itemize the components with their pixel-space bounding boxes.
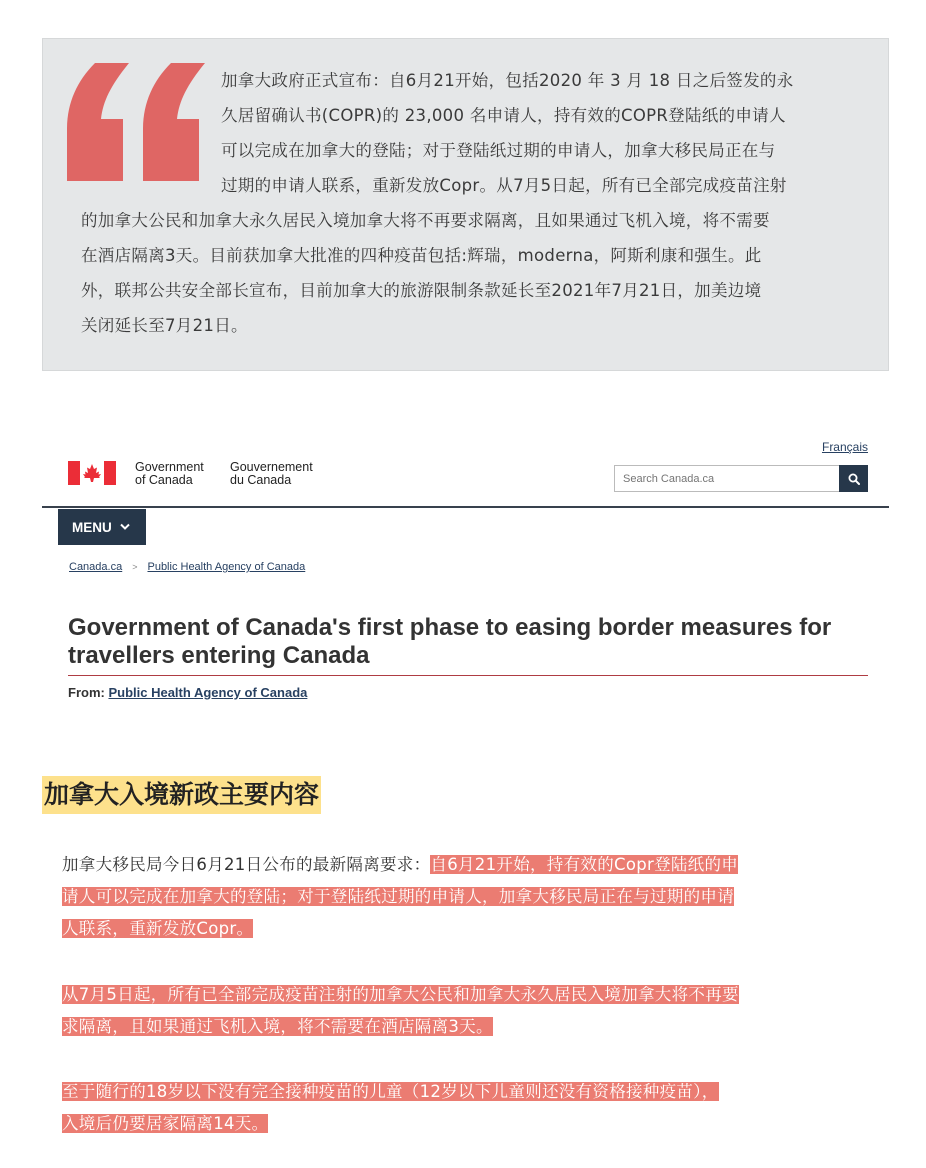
breadcrumb-separator-icon: >	[132, 562, 138, 572]
quote-line: 的加拿大公民和加拿大永久居民入境加拿大将不再要求隔离，且如果通过飞机入境，将不需要	[81, 211, 770, 230]
quote-line: 外，联邦公共安全部长宣布，目前加拿大的旅游限制条款延长至2021年7月21日，加美边境	[81, 281, 762, 300]
page-title-line: travellers entering Canada	[68, 642, 370, 669]
wordmark-line: Gouvernement	[230, 460, 313, 474]
from-link[interactable]: Public Health Agency of Canada	[108, 685, 308, 700]
quote-box	[42, 38, 889, 371]
wordmark-english	[135, 461, 204, 487]
wordmark-line: du Canada	[230, 473, 292, 487]
canada-flag-icon	[68, 461, 116, 485]
highlighted-text: 请人可以完成在加拿大的登陆；对于登陆纸过期的申请人，加拿大移民局正在与过期的申请	[62, 887, 734, 906]
page-title	[68, 614, 868, 670]
breadcrumb	[69, 561, 305, 573]
header-divider	[42, 506, 889, 508]
search-button[interactable]	[839, 465, 868, 492]
quote-line: 过期的申请人联系，重新发放Copr。从7月5日起，所有已全部完成疫苗注射	[221, 176, 787, 195]
paragraph-line	[62, 885, 734, 909]
paragraph-line	[62, 1015, 493, 1039]
quote-mark-icon	[67, 63, 207, 181]
title-underline	[68, 675, 868, 676]
section-heading: 加拿大入境新政主要内容	[42, 776, 321, 814]
menu-button[interactable]	[58, 509, 146, 545]
breadcrumb-link-home[interactable]: Canada.ca	[69, 561, 123, 573]
paragraph-line	[62, 1112, 268, 1136]
paragraph-line	[62, 853, 738, 877]
highlighted-text: 从7月5日起，所有已全部完成疫苗注射的加拿大公民和加拿大永久居民入境加拿大将不再要	[62, 985, 739, 1004]
language-toggle-link[interactable]: Français	[821, 440, 868, 454]
highlighted-text: 人联系，重新发放Copr。	[62, 919, 254, 938]
menu-label: MENU	[72, 519, 112, 535]
search-bar	[614, 465, 868, 492]
from-line	[68, 685, 307, 700]
page-title-line: Government of Canada's first phase to easing border measures for	[68, 614, 832, 641]
quote-line: 加拿大政府正式宣布：自6月21开始，包括2020 年 3 月 18 日之后签发的永	[221, 71, 794, 90]
quote-line: 可以完成在加拿大的登陆；对于登陆纸过期的申请人，加拿大移民局正在与	[221, 141, 776, 160]
search-icon	[848, 473, 860, 485]
wordmark-line: Government	[135, 460, 204, 474]
search-input[interactable]	[614, 465, 839, 492]
highlighted-text: 入境后仍要居家隔离14天。	[62, 1114, 269, 1133]
highlighted-text: 自6月21开始，持有效的Copr登陆纸的申	[430, 855, 739, 874]
quote-line: 在酒店隔离3天。目前获加拿大批准的四种疫苗包括:辉瑞，moderna，阿斯利康和强生。此	[81, 246, 762, 265]
quote-line: 关闭延长至7月21日。	[81, 316, 248, 335]
wordmark-french	[230, 461, 313, 487]
breadcrumb-link-phac[interactable]: Public Health Agency of Canada	[147, 561, 306, 573]
paragraph-line	[62, 917, 253, 941]
wordmark-line: of Canada	[135, 473, 193, 487]
paragraph-intro: 加拿大移民局今日6月21日公布的最新隔离要求：	[62, 855, 431, 874]
from-label: From:	[68, 685, 105, 700]
highlighted-text: 求隔离，且如果通过飞机入境，将不需要在酒店隔离3天。	[62, 1017, 493, 1036]
chevron-down-icon	[120, 523, 130, 531]
paragraph-line	[62, 1080, 719, 1104]
quote-line: 久居留确认书(COPR)的 23,000 名申请人，持有效的COPR登陆纸的申请人	[221, 106, 786, 125]
highlighted-text: 至于随行的18岁以下没有完全接种疫苗的儿童（12岁以下儿童则还没有资格接种疫苗），	[62, 1082, 719, 1101]
paragraph-line	[62, 983, 739, 1007]
